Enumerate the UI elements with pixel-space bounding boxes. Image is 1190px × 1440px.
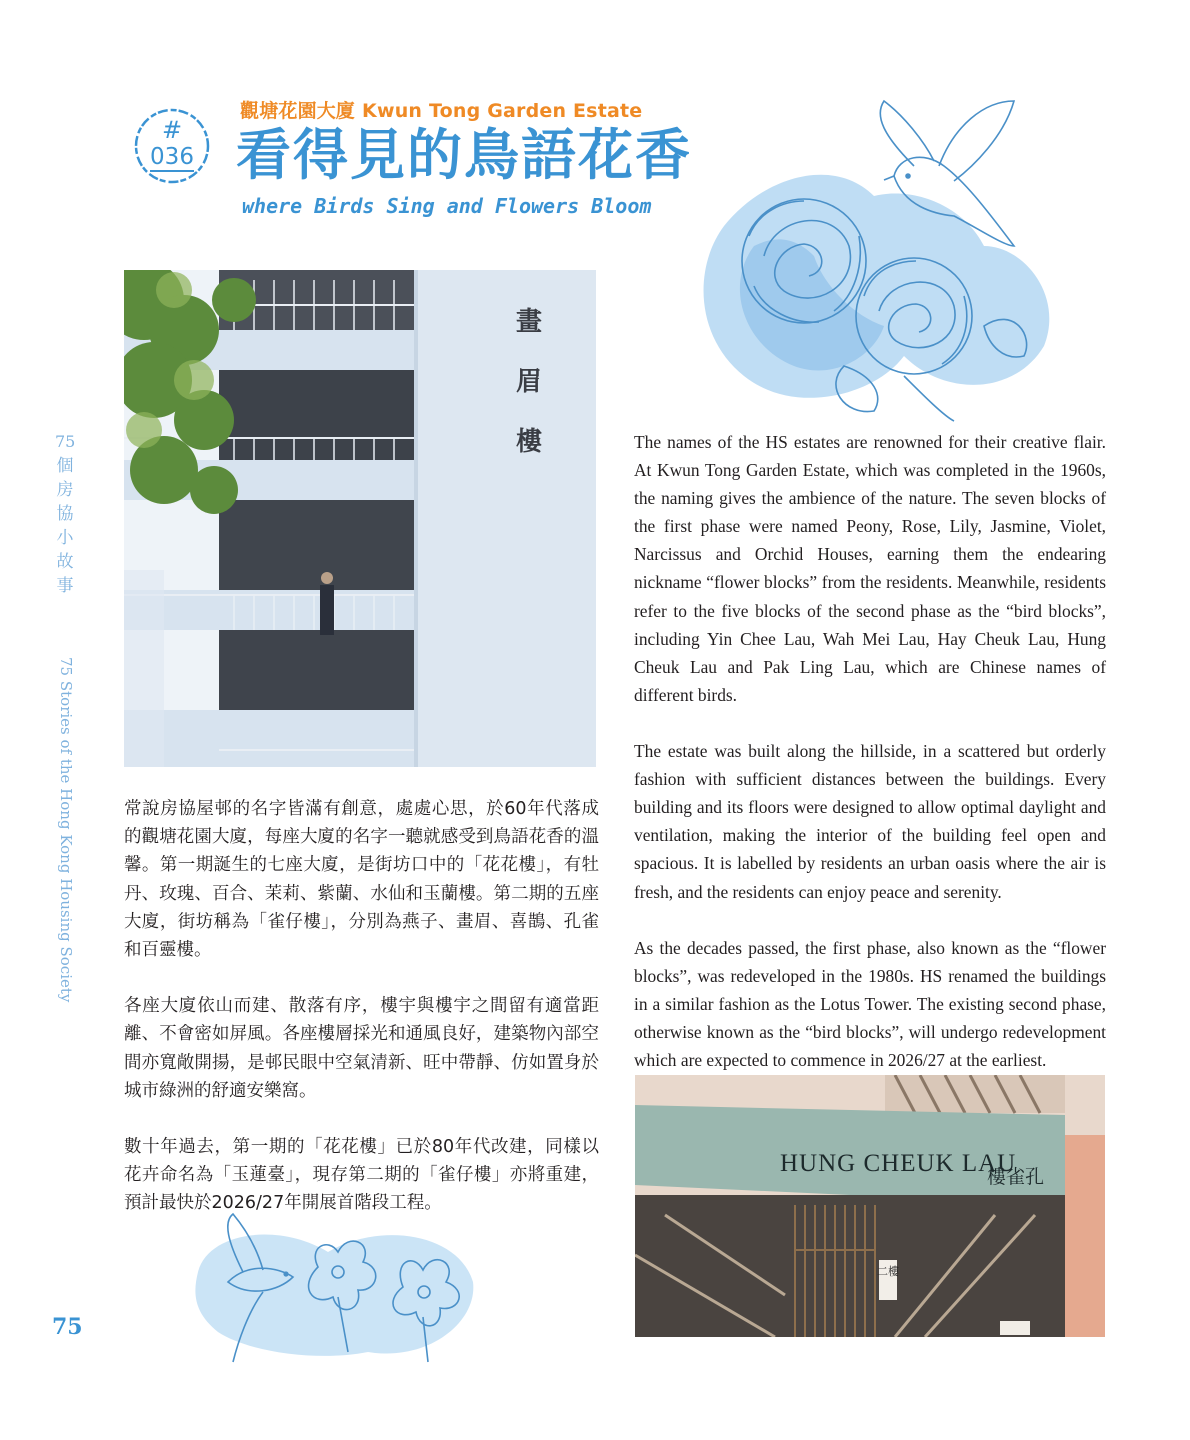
en-paragraph: As the decades passed, the first phase, also known as the “flower blocks”, was redeveloped in the 1980s. HS renamed the buildings in a similar fashion as the Lotus Tower. The existing second phase, otherwise known as the “bird blocks”, will undergo redevelopment which are expected to commence in 2026/27 at the earliest. (634, 937, 1106, 1071)
side-char: 故 (56, 552, 74, 572)
page-title-en: where Birds Sing and Flowers Bloom (242, 194, 652, 218)
bird-roses-illustration (684, 96, 1054, 426)
page-title-zh: 看得見的鳥語花香 (236, 123, 693, 187)
side-char: 房 (56, 480, 74, 500)
chinese-article (124, 795, 599, 1246)
page-number: 75 (52, 1314, 83, 1340)
side-char: 事 (56, 576, 74, 596)
sign-char: 眉 (515, 367, 543, 397)
estate-subtitle: 觀塘花園大廈 Kwun Tong Garden Estate (240, 100, 643, 122)
sign-text: HUNG CHEUK LAU (780, 1150, 1017, 1177)
english-article (634, 428, 1106, 1102)
zh-paragraph: 常說房協屋邨的名字皆滿有創意，處處心思，於60年代落成的觀塘花園大廈，每座大廈的名字一聽就感受到鳥語花香的溫馨。第一期誕生的七座大廈，是街坊口中的「花花樓」，有牡丹、玫瑰、百合、茉莉、紫蘭、水仙和玉蘭樓。第二期的五座大廈，街坊稱為「雀仔樓」，分別為燕子、畫眉、喜鵲、孔雀和百靈樓。 (124, 799, 599, 961)
sign-char: 樓 (515, 427, 543, 457)
sign-text-zh: 樓雀孔 (987, 1166, 1045, 1188)
sign-char: 畫 (515, 307, 543, 337)
en-paragraph: The names of the HS estates are renowned for their creative flair. At Kwun Tong Garden Estate, which was completed in the 1960s, the naming gives the ambience of the nature. The seven blocks of the first phase were named Peony, Rose, Lily, Jasmine, Violet, Narcissus and Orchid Houses, earning them the endearing nickname “flower blocks” from the residents. Meanwhile, residents refer to the five blocks of the second phase as the “bird blocks”, including Yin Chee Lau, Wah Mei Lau, Hay Cheuk Lau, Hung Cheuk Lau and Pak Ling Lau, which are Chinese names of different birds. (634, 432, 1106, 705)
zh-paragraph: 數十年過去，第一期的「花花樓」已於80年代改建，同樣以花卉命名為「玉蓮臺」，現存第二期的「雀仔樓」亦將重建，預計最快於2026/27年開展首階段工程。 (124, 1137, 599, 1214)
badge-hash: # (161, 116, 183, 144)
side-char: 協 (56, 504, 74, 524)
bird-flowers-illustration (188, 1212, 478, 1367)
side-series-title-zh (55, 430, 75, 598)
badge-number: 036 (150, 144, 194, 170)
side-char: 小 (56, 528, 74, 548)
building-photo (124, 270, 596, 767)
zh-paragraph: 各座大廈依山而建、散落有序，樓宇與樓宇之間留有適當距離、不會密如屏風。各座樓層採光和通風良好，建築物內部空間亦寬敞開揚，是邨民眼中空氣清新、旺中帶靜、仿如置身於城市綠洲的舒適安樂窩。 (124, 996, 599, 1101)
entrance-photo (635, 1075, 1105, 1337)
door-sign-char: 二樓 (877, 1265, 899, 1278)
story-number-badge (126, 106, 218, 186)
side-char: 個 (56, 456, 74, 476)
side-series-number: 75 (55, 432, 76, 451)
en-paragraph: The estate was built along the hillside, in a scattered but orderly fashion with sufficient distances between the buildings. Every building and its floors were designed to allow optimal daylight and ventilation, making the interior of the building feel open and spacious. It is labelled by residents an urban oasis where the air is fresh, and the residents can enjoy peace and serenity. (634, 741, 1106, 902)
side-series-title-en: 75 Stories of the Hong Kong Housing Society (57, 657, 75, 1003)
